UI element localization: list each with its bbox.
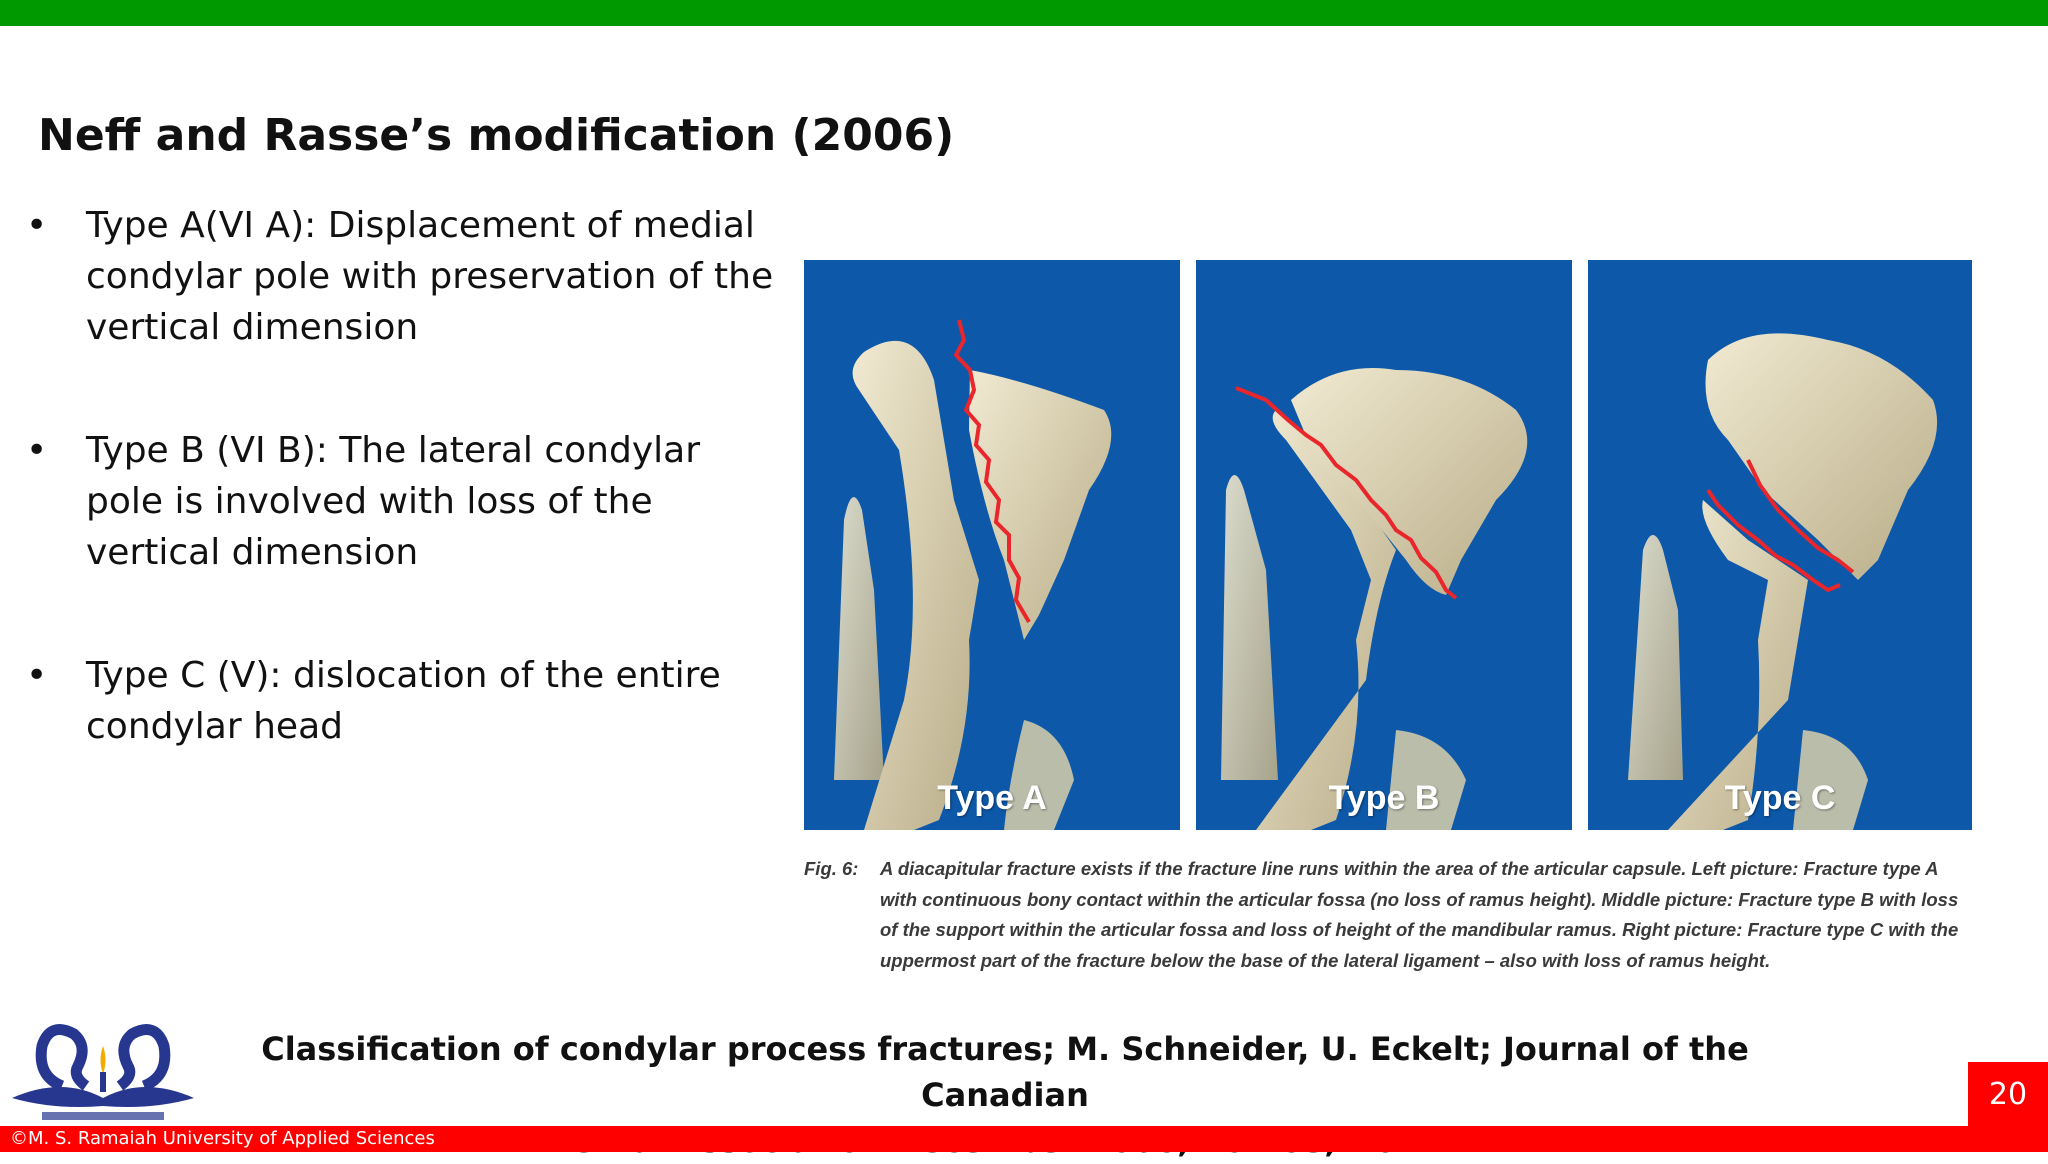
university-logo [2,1016,204,1126]
swan-emblem-icon [2,1016,204,1126]
bullet-text: Type B (VI B): The lateral condylar pole is involved with loss of the vertical dimension [86,430,701,573]
bullet-marker: • [26,655,48,696]
top-accent-bar [0,0,2048,26]
bullet-item-type-c [26,650,776,752]
condyle-illustration-type-b [1196,260,1572,830]
fracture-figure [800,250,1980,985]
figure-caption [804,854,1974,976]
bullet-item-type-a [26,200,776,353]
bullet-item-type-b [26,425,776,578]
panel-label-type-b: Type B [1328,779,1440,817]
bullet-list [26,200,776,752]
citation-line-1: Classification of condylar process fractures; M. Schneider, U. Eckelt; Journal of the Canadian [261,1030,1749,1114]
figure-caption-text: A diacapitular fracture exists if the fracture line runs within the area of the articular capsule. Left picture: Fracture type A with continuous bony contact within the articular fossa (no loss of ramus height). Middle picture: Fracture type B with loss of the support within the articular fossa and loss of height of the mandibular ramus. Right picture: Fracture type C with the uppermost part of the fracture below the base of the lateral ligament – also with loss of ramus height. [880,858,1959,971]
copyright-notice: ©M. S. Ramaiah University of Applied Sciences [10,1128,435,1149]
bullet-text: Type C (V): dislocation of the entire condylar head [86,655,721,747]
slide-title: Neff and Rasse’s modification (2006) [38,110,955,161]
condyle-illustration-type-c [1588,260,1972,830]
figure-caption-label: Fig. 6: [804,858,859,879]
panel-label-type-c: Type C [1724,779,1836,817]
bullet-marker: • [26,205,48,246]
bullet-text: Type A(VI A): Displacement of medial condylar pole with preservation of the vertical dimension [86,205,774,348]
figure-panel-type-c [1588,260,1972,830]
bullet-marker: • [26,430,48,471]
figure-panel-type-b [1196,260,1572,830]
figure-panel-type-a [804,260,1180,830]
slide-page-number: 20 [1968,1062,2048,1126]
condyle-illustration-type-a [804,260,1180,830]
panel-label-type-a: Type A [937,779,1047,817]
